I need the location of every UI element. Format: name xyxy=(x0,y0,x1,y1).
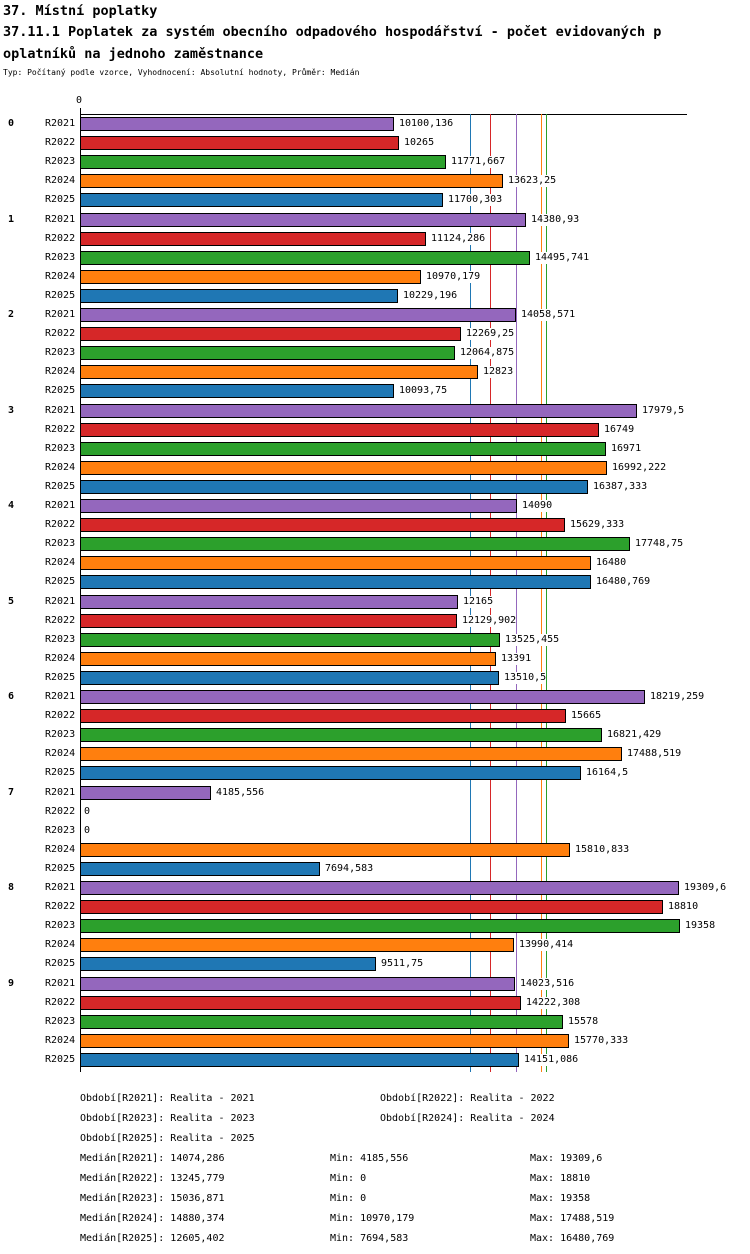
bar-value-label: 13525,455 xyxy=(505,634,560,645)
bar-r2024 xyxy=(80,365,478,379)
bar-r2024 xyxy=(80,270,421,284)
series-label: R2023 xyxy=(45,1016,76,1027)
series-label: R2025 xyxy=(45,194,76,205)
legend-min-entry: Min: 0 xyxy=(330,1173,367,1184)
bar-value-label: 10229,196 xyxy=(403,290,458,301)
series-label: R2024 xyxy=(45,844,76,855)
group-label: 0 xyxy=(8,118,15,129)
bar-value-label: 13623,25 xyxy=(508,175,557,186)
bar-r2023 xyxy=(80,537,630,551)
bar-r2022 xyxy=(80,136,399,150)
series-label: R2022 xyxy=(45,997,76,1008)
bar-r2025 xyxy=(80,862,320,876)
series-label: R2021 xyxy=(45,309,76,320)
group-label: 1 xyxy=(8,214,15,225)
bar-value-label: 13510,5 xyxy=(504,672,547,683)
series-label: R2022 xyxy=(45,137,76,148)
group-label: 6 xyxy=(8,691,15,702)
bar-value-label: 14058,571 xyxy=(521,309,576,320)
bar-r2021 xyxy=(80,881,679,895)
bar-r2024 xyxy=(80,747,622,761)
bar-value-label: 14380,93 xyxy=(531,214,580,225)
bar-value-label: 12165 xyxy=(463,596,494,607)
bar-value-label: 16480,769 xyxy=(596,576,651,587)
bar-r2022 xyxy=(80,614,457,628)
bar-value-label: 15578 xyxy=(568,1016,599,1027)
bar-value-label: 11700,303 xyxy=(448,194,503,205)
bar-value-label: 19309,6 xyxy=(684,882,727,893)
legend-max-entry: Max: 19309,6 xyxy=(530,1153,603,1164)
bar-r2023 xyxy=(80,442,606,456)
bar-r2025 xyxy=(80,575,591,589)
bar-value-label: 18810 xyxy=(668,901,699,912)
bar-r2023 xyxy=(80,919,680,933)
series-label: R2021 xyxy=(45,691,76,702)
report-section-title: 37. Místní poplatky xyxy=(3,3,158,19)
series-label: R2022 xyxy=(45,233,76,244)
series-label: R2022 xyxy=(45,519,76,530)
bar-r2025 xyxy=(80,384,394,398)
bar-r2021 xyxy=(80,977,515,991)
bar-r2021 xyxy=(80,213,526,227)
series-label: R2023 xyxy=(45,156,76,167)
bar-r2022 xyxy=(80,996,521,1010)
legend-min-entry: Min: 7694,583 xyxy=(330,1233,409,1244)
series-label: R2023 xyxy=(45,538,76,549)
bar-value-label: 17488,519 xyxy=(627,748,682,759)
legend-min-entry: Min: 10970,179 xyxy=(330,1213,415,1224)
group-label: 2 xyxy=(8,309,15,320)
bar-value-label: 16971 xyxy=(611,443,642,454)
bar-r2022 xyxy=(80,232,426,246)
series-label: R2023 xyxy=(45,443,76,454)
bar-r2024 xyxy=(80,461,607,475)
bar-value-label: 12064,875 xyxy=(460,347,515,358)
bar-r2021 xyxy=(80,117,394,131)
group-label: 5 xyxy=(8,596,15,607)
bar-value-label: 17979,5 xyxy=(642,405,685,416)
bar-r2021 xyxy=(80,308,516,322)
bar-value-label: 15770,333 xyxy=(574,1035,629,1046)
bar-r2022 xyxy=(80,327,461,341)
bar-value-label: 11124,286 xyxy=(431,233,486,244)
legend-median-entry: Medián[R2021]: 14074,286 xyxy=(80,1153,225,1164)
legend-median-entry: Medián[R2025]: 12605,402 xyxy=(80,1233,225,1244)
group-label: 3 xyxy=(8,405,15,416)
group-label: 4 xyxy=(8,500,15,511)
bar-r2021 xyxy=(80,499,517,513)
bar-r2024 xyxy=(80,174,503,188)
x-axis-zero-tick-label: 0 xyxy=(76,95,83,106)
series-label: R2024 xyxy=(45,939,76,950)
series-label: R2023 xyxy=(45,729,76,740)
bar-r2024 xyxy=(80,938,514,952)
legend-max-entry: Max: 19358 xyxy=(530,1193,591,1204)
legend-period-entry: Období[R2023]: Realita - 2023 xyxy=(80,1113,255,1124)
bar-r2021 xyxy=(80,786,211,800)
bar-value-label: 16164,5 xyxy=(586,767,629,778)
series-label: R2021 xyxy=(45,405,76,416)
bar-value-label: 14222,308 xyxy=(526,997,581,1008)
legend-period-entry: Období[R2022]: Realita - 2022 xyxy=(380,1093,555,1104)
series-label: R2021 xyxy=(45,787,76,798)
bar-r2023 xyxy=(80,155,446,169)
series-label: R2025 xyxy=(45,672,76,683)
bar-r2025 xyxy=(80,289,398,303)
group-label: 8 xyxy=(8,882,15,893)
legend-min-entry: Min: 4185,556 xyxy=(330,1153,409,1164)
series-label: R2022 xyxy=(45,424,76,435)
legend-period-entry: Období[R2021]: Realita - 2021 xyxy=(80,1093,255,1104)
bar-value-label: 13990,414 xyxy=(519,939,574,950)
bar-value-label: 12823 xyxy=(483,366,514,377)
bar-value-label: 14023,516 xyxy=(520,978,575,989)
group-label: 7 xyxy=(8,787,15,798)
bar-value-label: 15810,833 xyxy=(575,844,630,855)
series-label: R2025 xyxy=(45,481,76,492)
series-label: R2021 xyxy=(45,978,76,989)
legend-max-entry: Max: 16480,769 xyxy=(530,1233,615,1244)
legend-median-entry: Medián[R2023]: 15036,871 xyxy=(80,1193,225,1204)
series-label: R2024 xyxy=(45,1035,76,1046)
series-label: R2022 xyxy=(45,615,76,626)
legend-median-entry: Medián[R2024]: 14880,374 xyxy=(80,1213,225,1224)
bar-r2025 xyxy=(80,480,588,494)
series-label: R2025 xyxy=(45,767,76,778)
legend-max-entry: Max: 18810 xyxy=(530,1173,591,1184)
bar-value-label: 4185,556 xyxy=(216,787,265,798)
series-label: R2021 xyxy=(45,882,76,893)
bar-value-label: 16480 xyxy=(596,557,627,568)
series-label: R2023 xyxy=(45,920,76,931)
series-label: R2025 xyxy=(45,290,76,301)
bar-r2022 xyxy=(80,518,565,532)
bar-r2024 xyxy=(80,652,496,666)
bar-r2025 xyxy=(80,766,581,780)
bar-value-label: 10265 xyxy=(404,137,435,148)
bar-value-label: 14151,086 xyxy=(524,1054,579,1065)
chart-title-line1: 37.11.1 Poplatek za systém obecního odpadového hospodářství - počet evidovaných p xyxy=(3,24,662,40)
series-label: R2025 xyxy=(45,1054,76,1065)
bar-r2021 xyxy=(80,595,458,609)
series-label: R2022 xyxy=(45,710,76,721)
bar-value-label: 16387,333 xyxy=(593,481,648,492)
bar-value-label: 0 xyxy=(84,825,91,836)
series-label: R2024 xyxy=(45,653,76,664)
bar-r2025 xyxy=(80,1053,519,1067)
x-axis-line xyxy=(80,114,687,115)
bar-value-label: 15629,333 xyxy=(570,519,625,530)
group-label: 9 xyxy=(8,978,15,989)
bar-r2023 xyxy=(80,251,530,265)
bar-r2023 xyxy=(80,728,602,742)
series-label: R2022 xyxy=(45,806,76,817)
series-label: R2021 xyxy=(45,500,76,511)
bar-value-label: 14495,741 xyxy=(535,252,590,263)
legend-period-entry: Období[R2024]: Realita - 2024 xyxy=(380,1113,555,1124)
series-label: R2023 xyxy=(45,825,76,836)
bar-r2024 xyxy=(80,1034,569,1048)
bar-value-label: 16749 xyxy=(604,424,635,435)
series-label: R2024 xyxy=(45,462,76,473)
series-label: R2025 xyxy=(45,576,76,587)
bar-value-label: 13391 xyxy=(501,653,532,664)
bar-value-label: 12129,902 xyxy=(462,615,517,626)
series-label: R2022 xyxy=(45,901,76,912)
bar-r2025 xyxy=(80,193,443,207)
series-label: R2022 xyxy=(45,328,76,339)
series-label: R2021 xyxy=(45,118,76,129)
bar-value-label: 19358 xyxy=(685,920,716,931)
series-label: R2024 xyxy=(45,748,76,759)
bar-value-label: 15665 xyxy=(571,710,602,721)
bar-value-label: 10093,75 xyxy=(399,385,448,396)
bar-value-label: 16992,222 xyxy=(612,462,667,473)
bar-value-label: 10100,136 xyxy=(399,118,454,129)
bar-r2022 xyxy=(80,709,566,723)
legend-period-entry: Období[R2025]: Realita - 2025 xyxy=(80,1133,255,1144)
bar-value-label: 17748,75 xyxy=(635,538,684,549)
bar-value-label: 12269,25 xyxy=(466,328,515,339)
bar-value-label: 18219,259 xyxy=(650,691,705,702)
bar-r2025 xyxy=(80,957,376,971)
series-label: R2024 xyxy=(45,557,76,568)
legend-max-entry: Max: 17488,519 xyxy=(530,1213,615,1224)
bar-value-label: 10970,179 xyxy=(426,271,481,282)
series-label: R2023 xyxy=(45,347,76,358)
bar-r2025 xyxy=(80,671,499,685)
series-label: R2024 xyxy=(45,271,76,282)
bar-value-label: 7694,583 xyxy=(325,863,374,874)
series-label: R2024 xyxy=(45,175,76,186)
chart-title-line2: oplatníků na jednoho zaměstnance xyxy=(3,46,264,62)
series-label: R2024 xyxy=(45,366,76,377)
bar-value-label: 16821,429 xyxy=(607,729,662,740)
bar-r2021 xyxy=(80,404,637,418)
bar-r2023 xyxy=(80,633,500,647)
legend-min-entry: Min: 0 xyxy=(330,1193,367,1204)
bar-r2024 xyxy=(80,843,570,857)
series-label: R2025 xyxy=(45,863,76,874)
bar-r2023 xyxy=(80,1015,563,1029)
bar-value-label: 0 xyxy=(84,806,91,817)
series-label: R2023 xyxy=(45,252,76,263)
series-label: R2025 xyxy=(45,385,76,396)
series-label: R2021 xyxy=(45,214,76,225)
bar-r2022 xyxy=(80,423,599,437)
bar-value-label: 11771,667 xyxy=(451,156,506,167)
bar-r2024 xyxy=(80,556,591,570)
series-label: R2021 xyxy=(45,596,76,607)
bar-value-label: 9511,75 xyxy=(381,958,424,969)
bar-r2023 xyxy=(80,346,455,360)
bar-value-label: 14090 xyxy=(522,500,553,511)
bar-r2022 xyxy=(80,900,663,914)
bar-r2021 xyxy=(80,690,645,704)
legend-median-entry: Medián[R2022]: 13245,779 xyxy=(80,1173,225,1184)
chart-subtitle: Typ: Počítaný podle vzorce, Vyhodnocení: Absolutní hodnoty, Průměr: Medián xyxy=(3,68,360,77)
series-label: R2025 xyxy=(45,958,76,969)
series-label: R2023 xyxy=(45,634,76,645)
